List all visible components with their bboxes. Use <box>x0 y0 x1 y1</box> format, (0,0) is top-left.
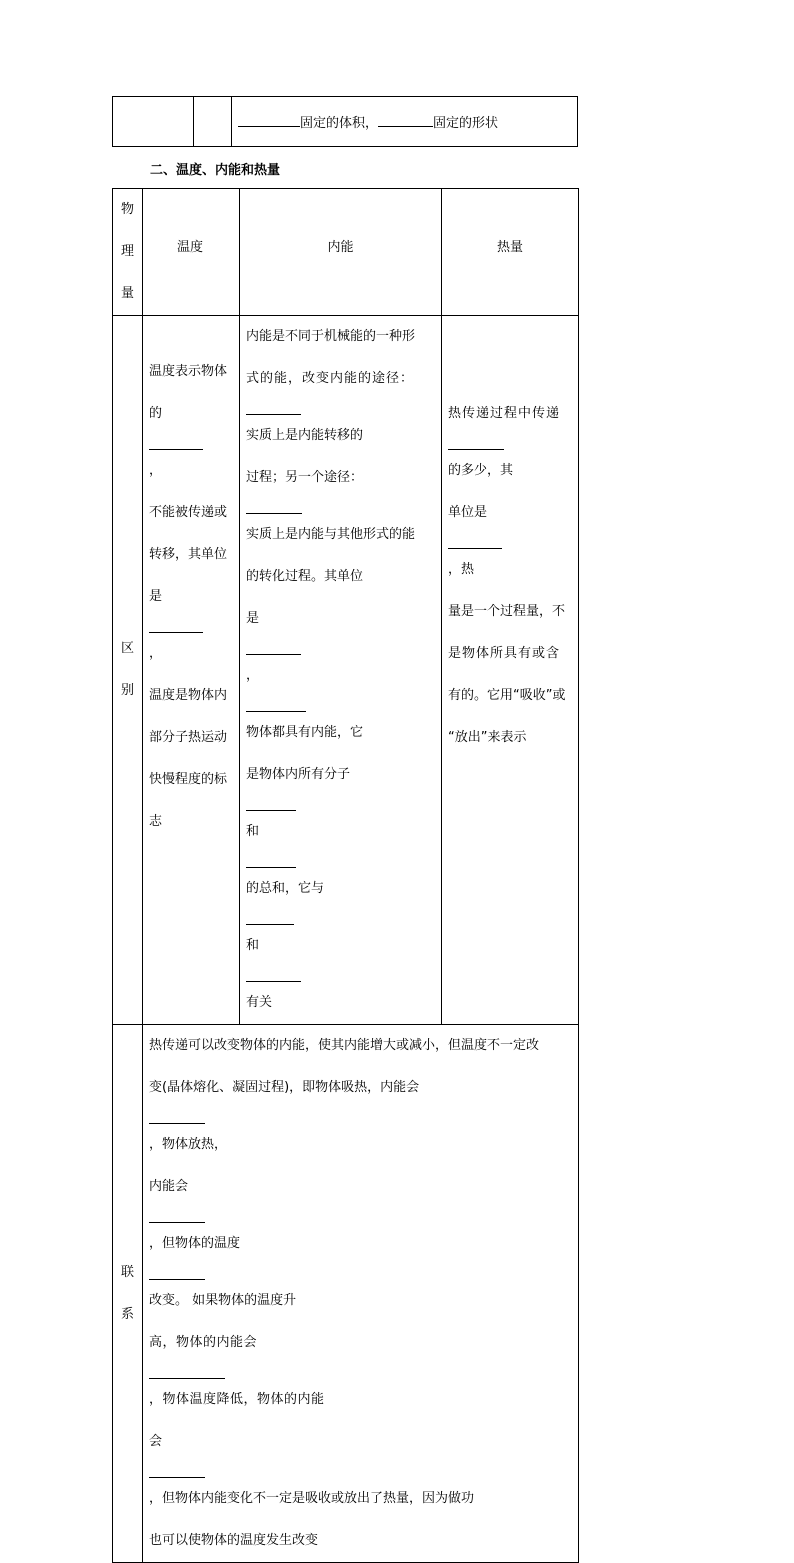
blank-line[interactable] <box>448 534 502 549</box>
header-internal-energy: 内能 <box>240 189 442 316</box>
blank-line[interactable] <box>149 618 203 633</box>
header-heat: 热量 <box>442 189 579 316</box>
header-row <box>113 189 579 316</box>
blank-line[interactable] <box>246 967 301 982</box>
blank-line[interactable] <box>246 910 294 925</box>
blank-line[interactable] <box>246 697 306 712</box>
blank-line[interactable] <box>149 435 203 450</box>
difference-row <box>113 316 579 1025</box>
internal-energy-cell: 内能是不同于机械能的一种形 式的能，改变内能的途径： 实质上是内能转移的 过程；另一个途径： 实质上是内能与其他形式的能 的转化过程。其单位 是 ， 物体都具有内能，它 是物体内所有分子 和 的总和，它与 和 有关 <box>240 316 442 1025</box>
link-row <box>113 1025 579 1563</box>
blank-line[interactable] <box>246 499 302 514</box>
blank-line[interactable] <box>149 1463 205 1478</box>
difference-label: 区 别 <box>113 316 143 1025</box>
top-cell-empty-2 <box>194 97 232 147</box>
blank-line[interactable] <box>246 796 296 811</box>
top-cell-text <box>232 97 578 147</box>
link-cell: 热传递可以改变物体的内能，使其内能增大或减小，但温度不一定改 变(晶体熔化、凝固过程)，即物体吸热，内能会 ，物体放热， 内能会 ，但物体的温度 改变。 如果物体的温度升 高，物体的内能会 ，物体温度降低，物体的内能 会 ，但物体内能变化不一定是吸收或放出了热量，因为做功 也可以使物体的温度发生改变 <box>143 1025 579 1563</box>
blank-line[interactable] <box>149 1265 205 1280</box>
top-text-b: 固定的形状 <box>433 116 499 131</box>
blank-line[interactable] <box>448 435 504 450</box>
top-text-a: 固定的体积， <box>300 116 379 131</box>
temperature-cell: 温度表示物体 的 ， 不能被传递或 转移，其单位 是 ， 温度是物体内 部分子热运动 快慢程度的标 志 <box>143 316 240 1025</box>
top-table <box>112 96 578 147</box>
top-cell-empty-1 <box>113 97 194 147</box>
header-temperature: 温度 <box>143 189 240 316</box>
blank-line[interactable] <box>246 640 301 655</box>
blank-line[interactable] <box>149 1364 225 1379</box>
section-heading: 二、温度、内能和热量 <box>150 163 281 178</box>
blank-line[interactable] <box>246 853 296 868</box>
blank-line[interactable] <box>149 1208 205 1223</box>
blank-line[interactable] <box>149 1109 205 1124</box>
blank-line[interactable] <box>238 112 300 127</box>
link-label: 联 系 <box>113 1025 143 1563</box>
blank-line[interactable] <box>246 400 301 415</box>
blank-line[interactable] <box>378 112 433 127</box>
heat-cell: 热传递过程中传递 的多少，其 单位是 ，热 量是一个过程量，不 是物体所具有或含 有的。它用“吸收”或 “放出”来表示 <box>442 316 579 1025</box>
header-physical-quantity: 物 理 量 <box>113 189 143 316</box>
main-table <box>112 188 579 1563</box>
